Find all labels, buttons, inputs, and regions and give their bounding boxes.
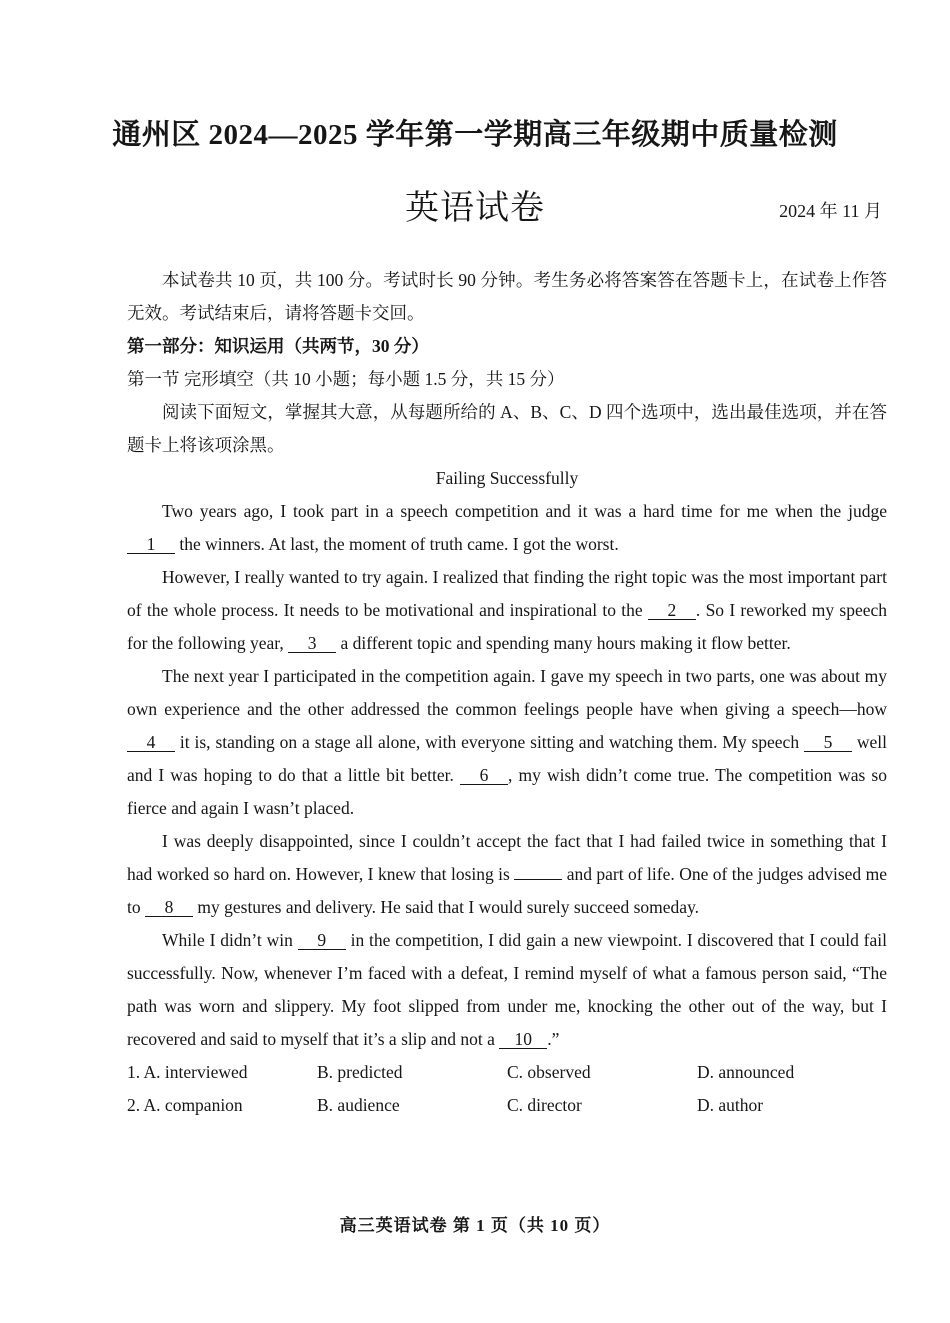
paragraph-text: I was deeply disappointed, since I couldn’t accept the fact that I had failed twice in something that I had worked so hard on. However, I knew that losing is (127, 831, 887, 884)
paragraph-text: well and I was hoping to do that a little bit better. (127, 732, 887, 785)
part-one-heading: 第一部分：知识运用（共两节，30 分） (127, 336, 429, 356)
passage-title: Failing Successfully (435, 468, 579, 488)
blank-7 (514, 879, 562, 880)
exam-date: 2024 年 11 月 (779, 201, 882, 221)
question-2-options (127, 1089, 887, 1122)
exam-instructions: 本试卷共 10 页，共 100 分。考试时长 90 分钟。考生务必将答案答在答题卡上，在试卷上作答无效。考试结束后，请将答题卡交回。 (127, 270, 887, 323)
blank-10: 10 (499, 1030, 547, 1049)
option-2d: D. author (697, 1095, 764, 1115)
blank-1: 1 (127, 535, 175, 554)
blank-8: 8 (145, 898, 193, 917)
passage-paragraph-3 (127, 660, 887, 825)
paragraph-text: However, I really wanted to try again. I realized that finding the right topic was the most important part of the whole process. It needs to be motivational and inspirational to the (127, 567, 887, 620)
exam-body (127, 264, 887, 1122)
blank-6: 6 (460, 766, 508, 785)
option-2b: B. audience (317, 1095, 400, 1115)
page-footer: 高三英语试卷 第 1 页（共 10 页） (339, 1216, 611, 1235)
subject-title: 英语试卷 (405, 190, 545, 227)
paragraph-text: a different topic and spending many hours making it flow better. (336, 633, 791, 653)
option-1d: D. announced (697, 1062, 795, 1082)
section-one-heading: 第一节 完形填空（共 10 小题；每小题 1.5 分，共 15 分） (127, 369, 565, 389)
paragraph-text: , my wish didn’t come true. The competition was so fierce and again I wasn’t placed. (127, 765, 887, 818)
option-1b: B. predicted (317, 1062, 403, 1082)
paragraph-text: Two years ago, I took part in a speech competition and it was a hard time for me when the judge (162, 501, 887, 521)
blank-9: 9 (298, 931, 346, 950)
paragraph-text: in the competition, I did gain a new viewpoint. I discovered that I could fail successfully. Now, whenever I’m faced with a defeat, I remind myself of what a famous person said, “The path was worn and slippery. My foot slipped from under me, knocking the other out of the way, but I recovered and said to myself that it’s a slip and not a (127, 930, 887, 1049)
paragraph-text: The next year I participated in the competition again. I gave my speech in two parts, one was about my own experience and the other addressed the common feelings people have when giving a speech—how (127, 666, 887, 719)
paragraph-text: the winners. At last, the moment of truth came. I got the worst. (175, 534, 619, 554)
section-directions: 阅读下面短文，掌握其大意，从每题所给的 A、B、C、D 四个选项中，选出最佳选项，并在答题卡上将该项涂黑。 (127, 402, 887, 455)
paragraph-text: .” (547, 1029, 560, 1049)
paragraph-text: and part of life. One of the judges advised me to (127, 864, 887, 917)
passage-paragraph-4 (127, 825, 887, 924)
option-2a: 2. A. companion (127, 1095, 243, 1115)
option-1a: 1. A. interviewed (127, 1062, 248, 1082)
exam-title: 通州区 2024—2025 学年第一学期高三年级期中质量检测 (112, 119, 838, 151)
blank-5: 5 (804, 733, 852, 752)
paragraph-text: it is, standing on a stage all alone, with everyone sitting and watching them. My speech (175, 732, 804, 752)
blank-4: 4 (127, 733, 175, 752)
question-1-options (127, 1056, 887, 1089)
paragraph-text: my gestures and delivery. He said that I would surely succeed someday. (193, 897, 700, 917)
paragraph-text: . So I reworked my speech for the following year, (127, 600, 887, 653)
blank-3: 3 (288, 634, 336, 653)
passage-paragraph-5 (127, 924, 887, 1056)
option-2c: C. director (507, 1095, 582, 1115)
option-1c: C. observed (507, 1062, 591, 1082)
blank-2: 2 (648, 601, 696, 620)
passage-paragraph-1 (127, 495, 887, 561)
paragraph-text: While I didn’t win (162, 930, 298, 950)
passage-paragraph-2 (127, 561, 887, 660)
